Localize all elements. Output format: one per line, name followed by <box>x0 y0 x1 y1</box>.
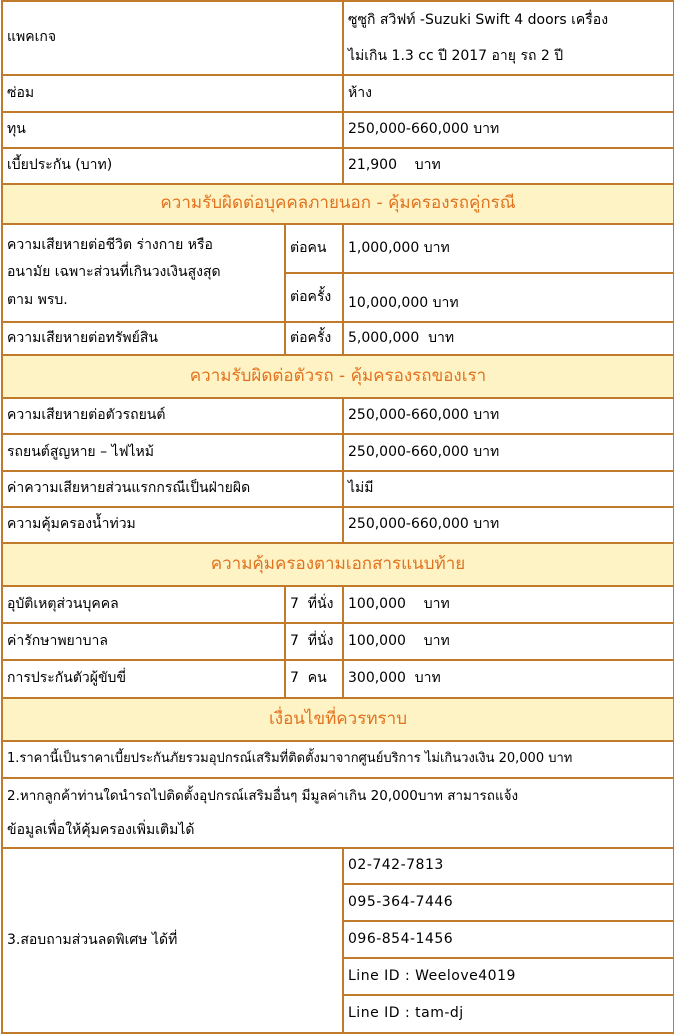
third-party-header-row <box>2 184 674 224</box>
property-damage-value: 5,000,000 บาท <box>343 322 674 355</box>
condition-2 <box>2 778 674 848</box>
bodily-per-person-row <box>2 224 674 273</box>
bodily-injury-label-line3: ตาม พรบ. <box>7 291 68 308</box>
property-damage-unit: ต่อครั้ง <box>285 322 343 355</box>
bail-bond-value: 300,000 บาท <box>343 660 674 698</box>
premium-value: 21,900 บาท <box>343 148 674 184</box>
conditions-header-row <box>2 698 674 741</box>
condition-2-line1: 2.หากลูกค้าท่านใดนำรถไปติดตั้งอุปกรณ์เสริมอื่นๆ มีมูลค่าเกิน 20,000บาท สามารถแจ้ง <box>7 788 519 804</box>
contact-line-id-2: Line ID : tam-dj <box>343 995 674 1033</box>
condition-2-row <box>2 778 674 848</box>
medical-value: 100,000 บาท <box>343 623 674 660</box>
package-value-line1: ซูซูกิ สวิฟท์ -Suzuki Swift 4 doors เครื่อง <box>348 12 609 28</box>
medical-row <box>2 623 674 660</box>
theft-fire-label: รถยนต์สูญหาย – ไฟไหม้ <box>2 434 343 471</box>
condition-2-line2: ข้อมูลเพื่อให้คุ้มครองเพิ่มเติมได้ <box>7 822 195 838</box>
package-value <box>343 1 674 75</box>
conditions-header: เงื่อนไขที่ควรทราบ <box>2 698 674 741</box>
contact-phone-1: 02-742-7813 <box>343 848 674 884</box>
bail-bond-label: การประกันตัวผู้ขับขี่ <box>2 660 285 698</box>
per-accident-label: ต่อครั้ง <box>285 273 343 322</box>
per-accident-value: 10,000,000 บาท <box>343 273 674 322</box>
bodily-injury-label-line2: อนามัย เฉพาะส่วนที่เกินวงเงินสูงสุด <box>7 264 221 281</box>
theft-fire-value: 250,000-660,000 บาท <box>343 434 674 471</box>
personal-accident-row <box>2 586 674 623</box>
bail-bond-row <box>2 660 674 698</box>
contact-phone-3: 096-854-1456 <box>343 921 674 958</box>
own-damage-header: ความรับผิดต่อตัวรถ - คุ้มครองรถของเรา <box>2 355 674 398</box>
personal-accident-value: 100,000 บาท <box>343 586 674 623</box>
property-damage-row <box>2 322 674 355</box>
premium-label: เบี้ยประกัน (บาท) <box>2 148 343 184</box>
package-value-line2: ไม่เกิน 1.3 cc ปี 2017 อายุ รถ 2 ปี <box>348 48 564 64</box>
theft-fire-row <box>2 434 674 471</box>
bodily-injury-label <box>2 224 285 322</box>
third-party-header: ความรับผิดต่อบุคคลภายนอก - คุ้มครองรถคู่กรณี <box>2 184 674 224</box>
discount-inquiry-label: 3.สอบถามส่วนลดพิเศษ ได้ที่ <box>2 848 343 1033</box>
flood-label: ความคุ้มครองน้ำท่วม <box>2 507 343 543</box>
condition-1: 1.ราคานี้เป็นราคาเบี้ยประกันภัยรวมอุปกรณ์เสริมที่ติดตั้งมาจากศูนย์บริการ ไม่เกินวงเงิน 20,000 บาท <box>2 741 674 778</box>
medical-unit: 7 ที่นั่ง <box>285 623 343 660</box>
flood-row <box>2 507 674 543</box>
contact-line-id-1: Line ID : Weelove4019 <box>343 958 674 995</box>
contact-phone-2: 095-364-7446 <box>343 884 674 921</box>
personal-accident-label: อุบัติเหตุส่วนบุคคล <box>2 586 285 623</box>
contact-row-1 <box>2 848 674 884</box>
condition-1-row <box>2 741 674 778</box>
medical-label: ค่ารักษาพยาบาล <box>2 623 285 660</box>
per-person-value: 1,000,000 บาท <box>343 224 674 273</box>
vehicle-damage-value: 250,000-660,000 บาท <box>343 398 674 434</box>
package-label: แพคเกจ <box>2 1 343 75</box>
repair-value: ห้าง <box>343 75 674 112</box>
riders-header-row <box>2 543 674 586</box>
sum-insured-label: ทุน <box>2 112 343 148</box>
property-damage-label: ความเสียหายต่อทรัพย์สิน <box>2 322 285 355</box>
vehicle-damage-row <box>2 398 674 434</box>
own-damage-header-row <box>2 355 674 398</box>
deductible-value: ไม่มี <box>343 471 674 507</box>
vehicle-damage-label: ความเสียหายต่อตัวรถยนต์ <box>2 398 343 434</box>
sum-insured-value: 250,000-660,000 บาท <box>343 112 674 148</box>
package-row <box>2 1 674 75</box>
personal-accident-unit: 7 ที่นั่ง <box>285 586 343 623</box>
sum-insured-row <box>2 112 674 148</box>
repair-row <box>2 75 674 112</box>
insurance-package-table <box>1 0 674 1034</box>
premium-row <box>2 148 674 184</box>
deductible-row <box>2 471 674 507</box>
bail-bond-unit: 7 คน <box>285 660 343 698</box>
bodily-injury-label-line1: ความเสียหายต่อชีวิต ร่างกาย หรือ <box>7 236 213 253</box>
flood-value: 250,000-660,000 บาท <box>343 507 674 543</box>
per-person-label: ต่อคน <box>285 224 343 273</box>
repair-label: ซ่อม <box>2 75 343 112</box>
riders-header: ความคุ้มครองตามเอกสารแนบท้าย <box>2 543 674 586</box>
deductible-label: ค่าความเสียหายส่วนแรกกรณีเป็นฝ่ายผิด <box>2 471 343 507</box>
